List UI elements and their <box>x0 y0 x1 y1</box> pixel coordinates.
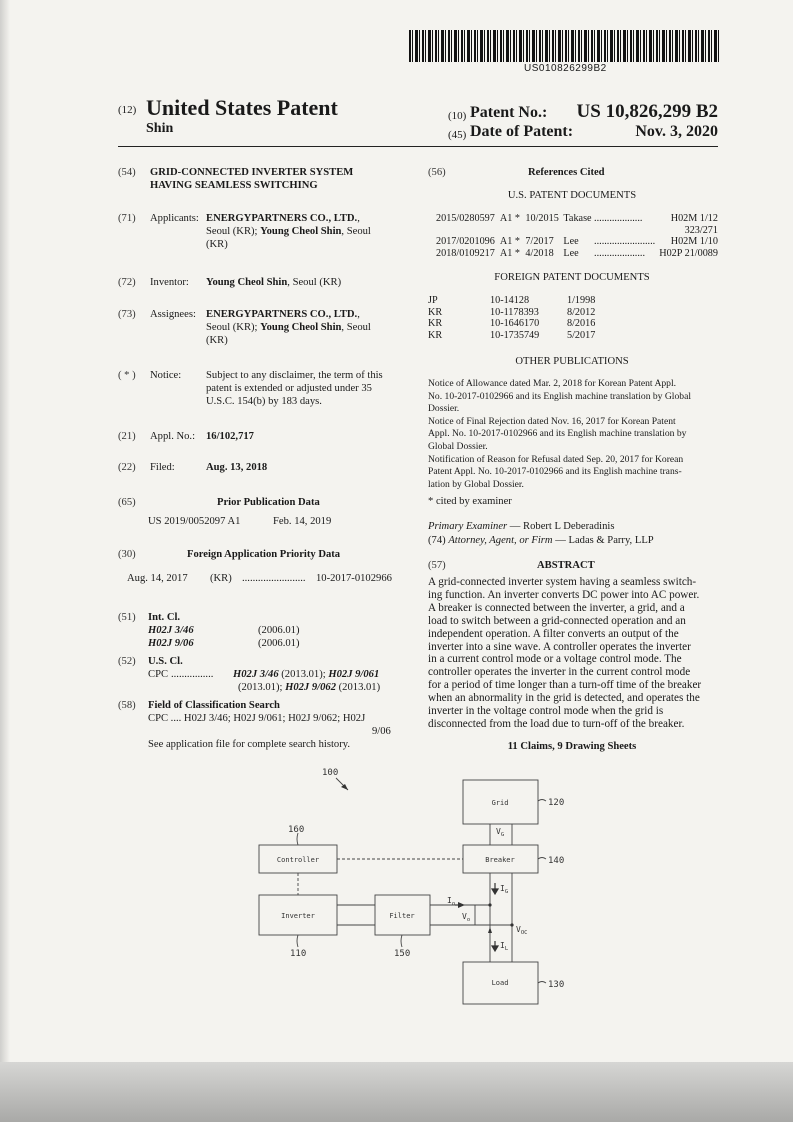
breaker-label: Breaker <box>485 856 515 864</box>
il-arrow-head <box>492 946 498 951</box>
prior-pub: US 2019/0052097 A1 <box>148 516 241 527</box>
leader-120 <box>538 800 546 802</box>
us-doc-class: H02P 21/0089 <box>659 247 718 259</box>
intcl-1: H02J 3/46 <box>148 625 194 636</box>
us-doc-class-secondary: 323/271 <box>684 224 718 236</box>
patent-no-label: Patent No.: <box>470 104 548 121</box>
attorney: (74) Attorney, Agent, or Firm — Ladas & Parry, LLP <box>428 535 654 546</box>
us-docs-heading: U.S. PATENT DOCUMENTS <box>507 190 637 201</box>
foreign-doc-date: 8/2012 <box>567 306 596 318</box>
us-doc-dots: ................... <box>594 213 643 224</box>
code-54: (54) <box>118 167 136 178</box>
notice-line2: patent is extended or adjusted under 35 <box>206 383 372 394</box>
field-label: Field of Classification Search <box>148 700 280 711</box>
foreign-doc-row <box>428 295 595 307</box>
header-rule <box>118 146 718 147</box>
abstract-line: ing function. An inverter converts DC power into AC power. <box>428 588 700 601</box>
us-doc-row <box>436 248 718 260</box>
code-71: (71) <box>118 213 136 224</box>
intcl-1-date: (2006.01) <box>258 625 300 636</box>
intcl-label: Int. Cl. <box>148 612 181 623</box>
appl-no: 16/102,717 <box>206 431 254 442</box>
abstract-line: load to switch between a grid-connected operation and an <box>428 614 686 627</box>
ref-160: 160 <box>288 825 305 835</box>
node-bottom <box>510 923 513 926</box>
abstract-line: independent operation. A filter converts an output of the <box>428 627 679 640</box>
us-doc-kind: A1 * <box>499 247 520 259</box>
scan-edge-shadow <box>0 0 10 1122</box>
other-pub-line: No. 10-2017-0102966 and its English machine translation by Global <box>428 390 691 402</box>
us-doc-name: Takase <box>563 213 592 224</box>
barcode <box>409 30 719 62</box>
load-label: Load <box>491 979 509 987</box>
ref-140: 140 <box>548 856 565 866</box>
ref-120: 120 <box>548 798 565 808</box>
abstract-line: inverter in the voltage control mode when the grid is <box>428 705 664 718</box>
ref-110: 110 <box>290 949 307 959</box>
other-pub-line: Notification of Reason for Refusal dated Sep. 20, 2017 for Korean <box>428 453 684 465</box>
us-doc-row-continued <box>436 225 718 237</box>
code-10: (10) <box>448 110 467 122</box>
code-45: (45) <box>448 129 467 141</box>
assignees-line2: Seoul (KR); Young Cheol Shin, Seoul <box>206 322 371 333</box>
patent-number: US 10,826,299 B2 <box>576 101 718 122</box>
us-doc-number: 2017/0201096 <box>436 236 495 248</box>
io-label: $I_o$ <box>447 896 456 907</box>
leader-130 <box>538 982 546 984</box>
us-doc-row <box>436 213 718 225</box>
inventor-short: Shin <box>146 121 174 136</box>
foreign-heading: Foreign Application Priority Data <box>187 549 341 560</box>
other-pub-line: Patent Appl. No. 10-2017-0102966 and its English machine trans- <box>428 466 682 478</box>
foreign-number: 10-2017-0102966 <box>316 573 392 584</box>
vo-label: $V_o$ <box>462 912 471 923</box>
us-doc-name: Lee <box>563 247 579 259</box>
cpc-label: CPC <box>148 669 169 680</box>
ref-150: 150 <box>394 949 411 959</box>
applicants-line2: Seoul (KR); Young Cheol Shin, Seoul <box>206 226 371 237</box>
us-doc-kind: A1 * <box>499 236 520 248</box>
patent-title: United States Patent <box>146 95 338 120</box>
grid-label: Grid <box>491 799 509 807</box>
us-doc-class: H02M 1/12 <box>670 213 718 224</box>
leader-150 <box>401 935 402 947</box>
us-doc-kind: A1 * <box>499 213 520 224</box>
leader-140 <box>538 858 546 860</box>
code-12: (12) <box>118 104 137 116</box>
il-label: $I_L$ <box>500 941 509 952</box>
foreign-doc-row <box>428 318 595 330</box>
code-56: (56) <box>428 167 446 178</box>
abstract-line: when an abnormality in the grid is detected, and operates the <box>428 692 700 705</box>
intcl-2: H02J 9/06 <box>148 638 194 649</box>
applicants-label: Applicants: <box>150 213 199 224</box>
foreign-docs-table <box>428 295 595 341</box>
ig-arrow-head <box>492 889 498 894</box>
foreign-date: Aug. 14, 2017 <box>127 573 188 584</box>
notice-label: Notice: <box>150 370 182 381</box>
voc-label: $V_{OC}$ <box>516 925 528 936</box>
inventor-line: Young Cheol Shin, Seoul (KR) <box>206 277 342 288</box>
field-line2: 9/06 <box>372 726 391 737</box>
appl-no-label: Appl. No.: <box>150 431 196 442</box>
code-52: (52) <box>118 656 136 667</box>
prior-heading: Prior Publication Data <box>217 497 320 508</box>
foreign-dots: ........................ <box>242 573 306 584</box>
intcl-2-date: (2006.01) <box>258 638 300 649</box>
vo-node-dot <box>488 927 492 933</box>
us-doc-date: 7/2017 <box>525 236 554 248</box>
code-57: (57) <box>428 560 446 571</box>
notice-line3: U.S.C. 154(b) by 183 days. <box>206 396 322 407</box>
cpc-line2: (2013.01); H02J 9/062 (2013.01) <box>238 682 381 693</box>
cpc-line1: H02J 3/46 (2013.01); H02J 9/061 <box>233 669 380 680</box>
code-58: (58) <box>118 700 136 711</box>
abstract-line: A grid-connected inverter system having a seamless switch- <box>428 576 697 588</box>
foreign-doc-row <box>428 307 595 319</box>
foreign-docs-heading: FOREIGN PATENT DOCUMENTS <box>494 272 650 283</box>
ig-label: $I_G$ <box>500 884 509 895</box>
inventor-label: Inventor: <box>150 277 189 288</box>
applicants-line1: ENERGYPARTNERS CO., LTD., <box>206 213 360 224</box>
us-doc-date: 4/2018 <box>525 247 554 259</box>
abstract-line: in a current control mode or a voltage control mode. The <box>428 653 682 666</box>
filed-date: Aug. 13, 2018 <box>206 462 268 473</box>
invention-title-line1: GRID-CONNECTED INVERTER SYSTEM <box>150 167 354 178</box>
us-doc-name: Lee <box>563 236 579 248</box>
vg-label: $V_G$ <box>496 827 505 838</box>
foreign-doc-row <box>428 330 595 342</box>
front-page-figure <box>240 760 580 1020</box>
us-doc-number: 2015/0280597 <box>436 213 495 224</box>
code-65: (65) <box>118 497 136 508</box>
abstract-line: A breaker is connected between the inverter, a grid, and a <box>428 601 685 614</box>
foreign-doc-country: KR <box>428 329 443 341</box>
other-pub-line: Global Dossier. <box>428 440 488 452</box>
us-doc-dots: .................... <box>594 247 645 259</box>
arrow-100-head <box>341 784 348 790</box>
uscl-label: U.S. Cl. <box>148 656 183 667</box>
other-pub-line: Notice of Final Rejection dated Nov. 16, 2017 for Korean Patent <box>428 415 676 427</box>
ref-100: 100 <box>322 768 339 778</box>
foreign-doc-country: KR <box>428 318 443 330</box>
ref-130: 130 <box>548 980 565 990</box>
foreign-doc-number: 10-1178393 <box>490 306 539 318</box>
foreign-doc-country: JP <box>428 295 438 306</box>
filed-label: Filed: <box>150 462 175 473</box>
field-line1: CPC .... H02J 3/46; H02J 9/061; H02J 9/062; H02J <box>148 713 366 724</box>
node-top <box>488 903 491 906</box>
invention-title-line2: HAVING SEAMLESS SWITCHING <box>150 180 318 191</box>
other-pubs <box>428 378 720 491</box>
notice-line1: Subject to any disclaimer, the term of this <box>206 370 383 381</box>
controller-label: Controller <box>276 856 320 864</box>
code-51: (51) <box>118 612 136 623</box>
cpc-dots: ................ <box>171 669 214 680</box>
other-pub-line: lation by Global Dossier. <box>428 478 524 490</box>
other-pubs-heading: OTHER PUBLICATIONS <box>515 356 629 367</box>
prior-date: Feb. 14, 2019 <box>273 516 332 527</box>
code-72: (72) <box>118 277 136 288</box>
code-30: (30) <box>118 549 136 560</box>
foreign-doc-date: 8/2016 <box>567 318 596 330</box>
leader-110 <box>297 935 298 947</box>
other-pub-line: Appl. No. 10-2017-0102966 and its English machine translation by <box>428 428 687 440</box>
foreign-doc-number: 10-1646170 <box>490 318 540 330</box>
barcode-number: US010826299B2 <box>524 63 607 74</box>
assignees-label: Assignees: <box>150 309 196 320</box>
applicants-line3: (KR) <box>206 239 228 250</box>
foreign-doc-number: 10-14128 <box>490 295 530 306</box>
assignees-line3: (KR) <box>206 335 228 346</box>
claims-sheets: 11 Claims, 9 Drawing Sheets <box>507 741 637 752</box>
foreign-doc-date: 1/1998 <box>567 295 596 306</box>
abstract-line: disconnected from the load due to turn-off of the breaker. <box>428 717 685 730</box>
abstract-line: inverter into a sine wave. A controller operates the inverter <box>428 640 691 653</box>
foreign-doc-date: 5/2017 <box>567 329 596 341</box>
code-notice: ( * ) <box>118 370 136 381</box>
us-doc-class: H02M 1/10 <box>670 236 718 248</box>
us-doc-row <box>436 236 718 248</box>
code-73: (73) <box>118 309 136 320</box>
abstract-text <box>428 576 720 731</box>
abstract-heading: ABSTRACT <box>537 560 595 571</box>
patent-date: Nov. 3, 2020 <box>635 123 718 140</box>
inverter-label: Inverter <box>281 912 315 920</box>
filter-label: Filter <box>389 912 415 920</box>
abstract-line: for a period of time longer than a turn-off time of the breaker <box>428 679 702 692</box>
scan-bottom-shadow <box>0 1062 793 1122</box>
other-pub-line: Notice of Allowance dated Mar. 2, 2018 for Korean Patent Appl. <box>428 378 677 389</box>
foreign-country: (KR) <box>210 573 232 584</box>
foreign-doc-number: 10-1735749 <box>490 329 540 341</box>
refs-heading: References Cited <box>528 167 605 178</box>
us-doc-number: 2018/0109217 <box>436 247 495 259</box>
foreign-doc-country: KR <box>428 306 443 318</box>
other-pub-line: Dossier. <box>428 403 460 415</box>
assignees-line1: ENERGYPARTNERS CO., LTD., <box>206 309 360 320</box>
code-22: (22) <box>118 462 136 473</box>
abstract-line: controller operates the inverter in the current control mode <box>428 666 691 679</box>
us-doc-dots: ........................ <box>594 236 656 248</box>
code-21: (21) <box>118 431 136 442</box>
us-doc-date: 10/2015 <box>525 213 559 224</box>
field-line3: See application file for complete search history. <box>148 739 350 750</box>
us-docs-table <box>436 213 718 259</box>
primary-examiner: Primary Examiner — Robert L Deberadinis <box>428 521 615 532</box>
cited-by-examiner: * cited by examiner <box>428 496 512 507</box>
date-label: Date of Patent: <box>470 123 574 140</box>
